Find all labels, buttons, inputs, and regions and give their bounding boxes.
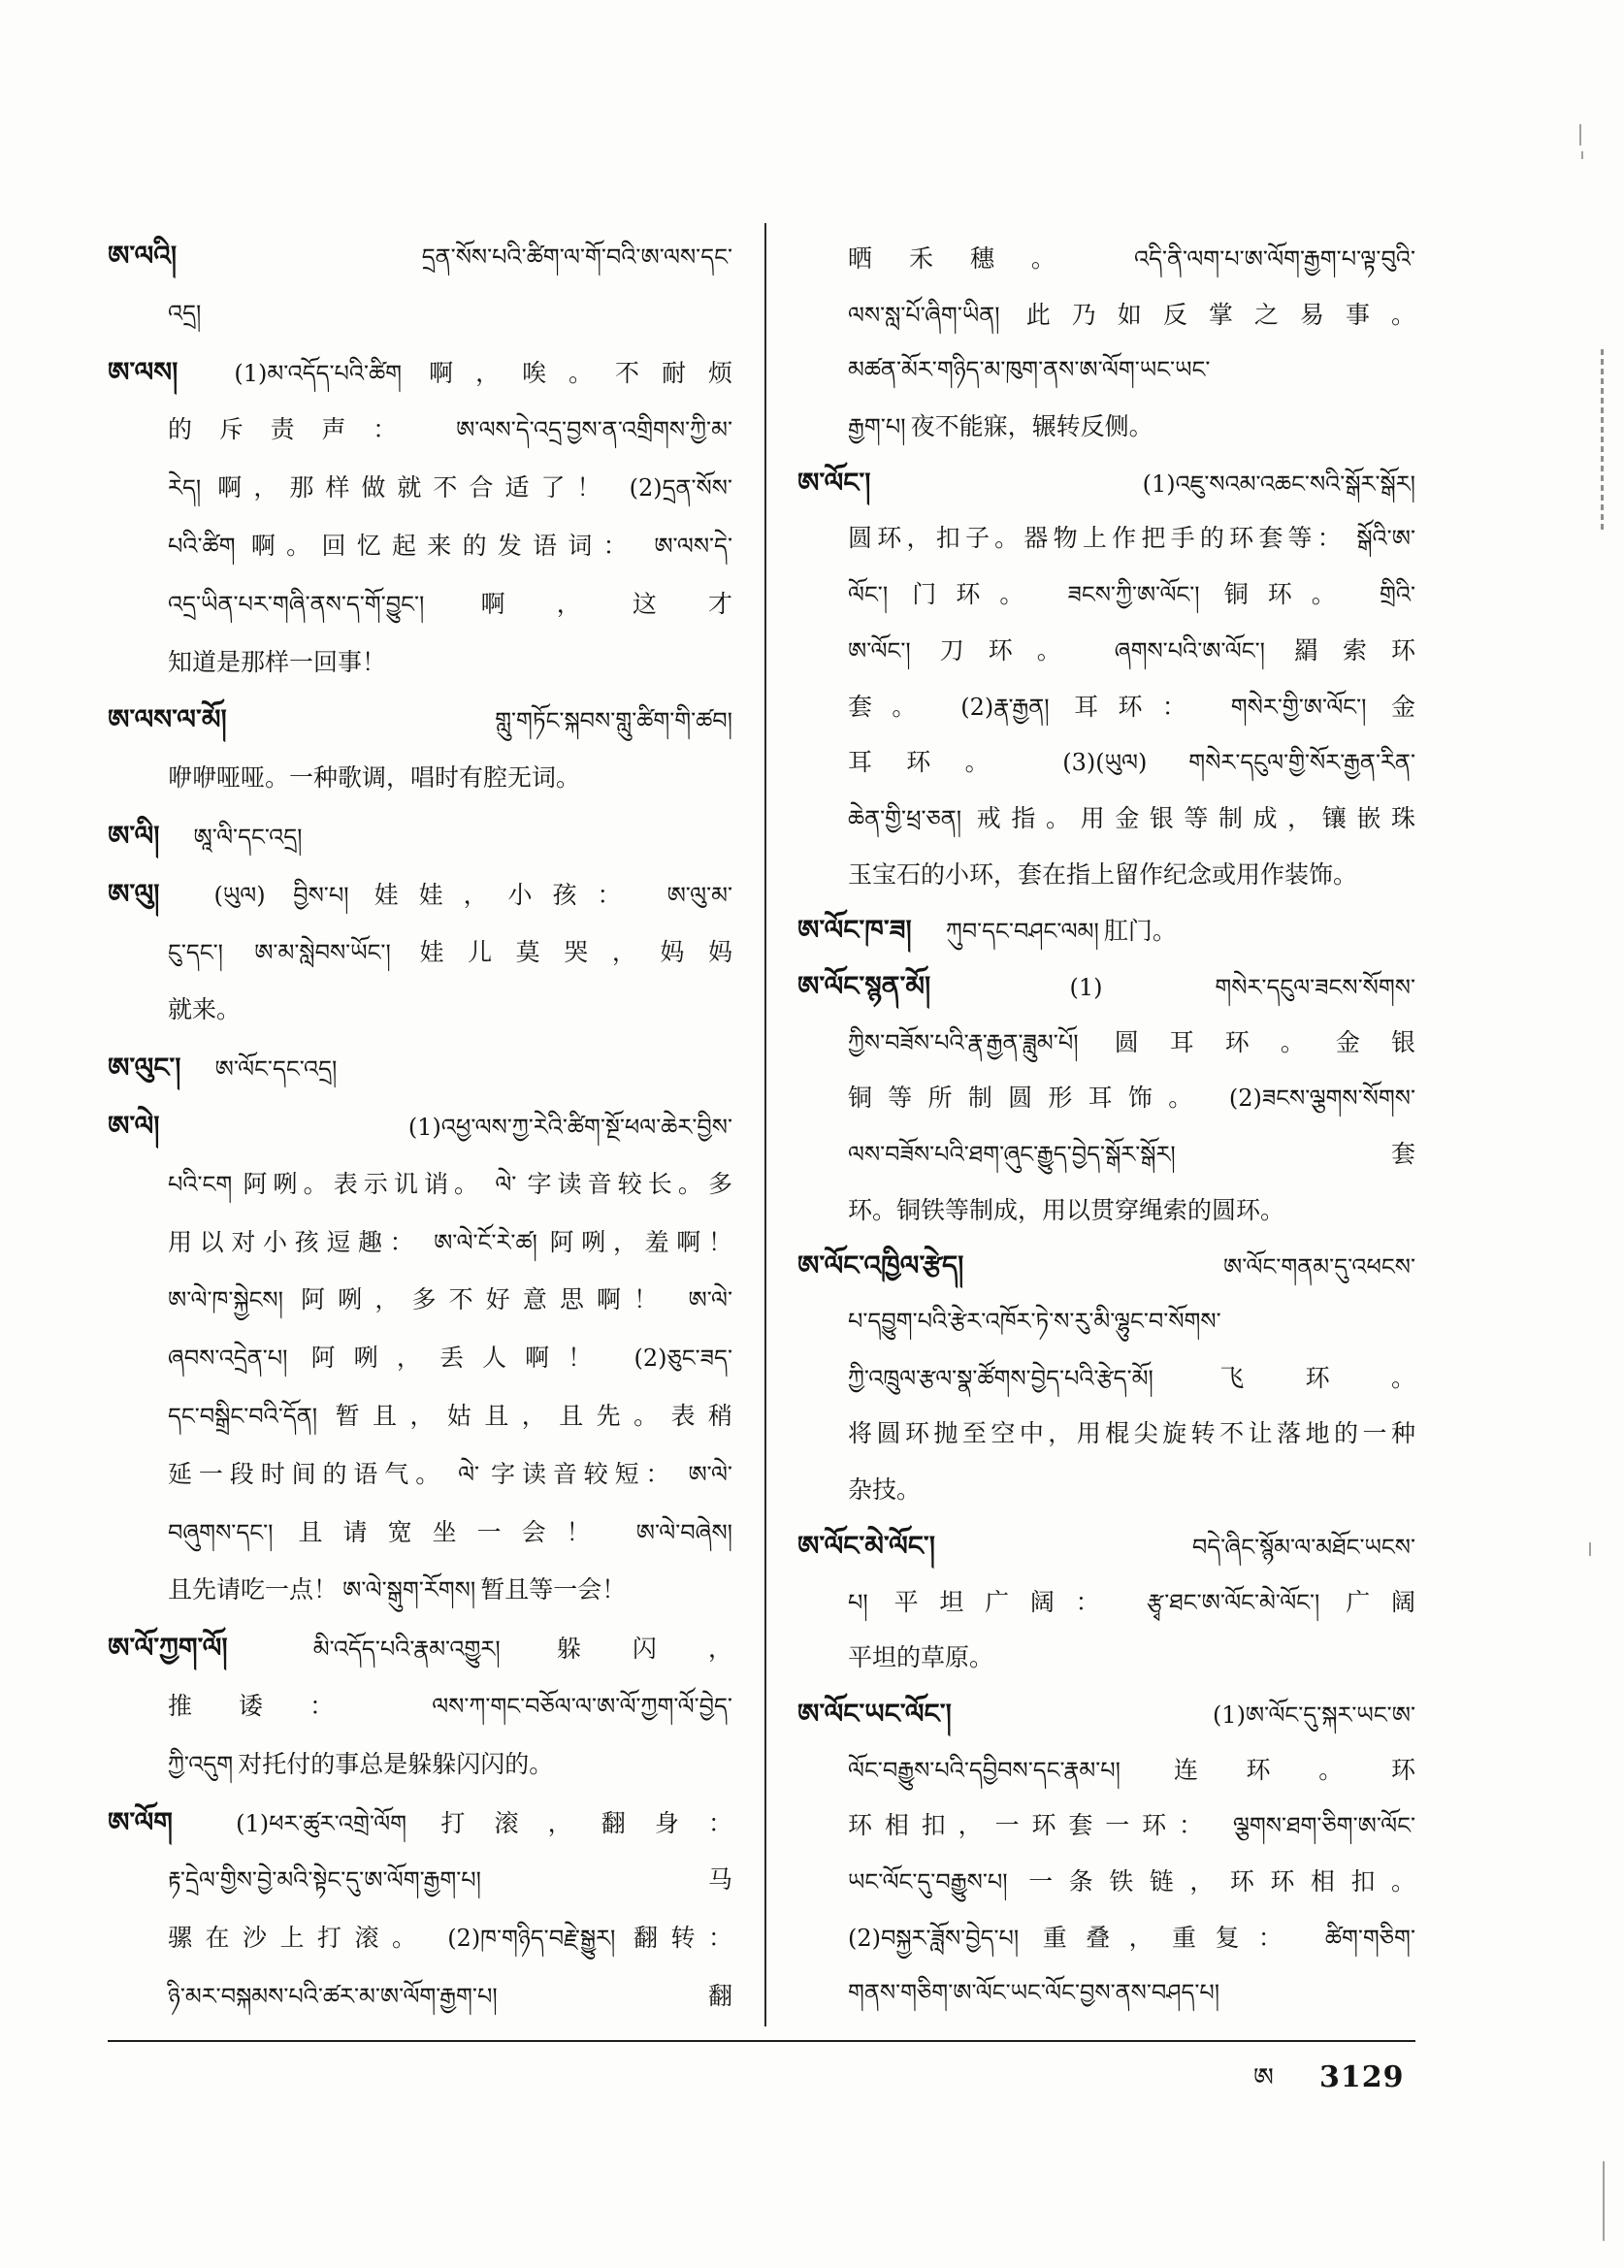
- text-line: [797, 231, 1415, 287]
- chinese-text: 推诿：: [168, 1691, 381, 1720]
- chinese-text: 知道是那样一回事！: [168, 647, 387, 676]
- text-line: [797, 342, 1415, 399]
- text-line: [108, 1214, 732, 1272]
- tibetan-text: ཨ་ལེ་ཁ་སྐྱེངས།: [168, 1286, 283, 1314]
- text-line: [797, 1742, 1415, 1798]
- text-line: [797, 1574, 1415, 1631]
- column-divider: [764, 223, 766, 2026]
- tibetan-text: ཨ་ལུ་མ་: [666, 881, 732, 909]
- tibetan-text: ཨ་ལས་དེ་: [654, 532, 732, 560]
- text-line: [797, 567, 1415, 623]
- chinese-text: 字读音较长。多: [527, 1169, 732, 1198]
- tibetan-text: ཞབས་འདྲེན་པ།: [168, 1345, 288, 1373]
- text-line: [797, 1518, 1415, 1574]
- text-line: [797, 1686, 1415, 1742]
- tibetan-text: སྒོའི་ཨ་: [1356, 525, 1415, 553]
- tibetan-text: དང་བསྒྲིང་བའི་དོན།: [168, 1402, 318, 1430]
- text-line: [108, 633, 732, 692]
- scan-artifact-mark: [1589, 1542, 1591, 1556]
- tibetan-text: འདྲ།: [168, 299, 202, 327]
- text-line: [108, 1271, 732, 1329]
- chinese-text: 戒指。用金银等制成，镶嵌珠: [976, 803, 1415, 832]
- tibetan-text: ཀྱི་འདུག: [168, 1750, 234, 1778]
- text-line: [108, 749, 732, 807]
- chinese-text: 躲闪，: [556, 1635, 732, 1664]
- chinese-text: 阿咧，羞啊！: [549, 1227, 732, 1256]
- text-line: [797, 1406, 1415, 1462]
- text-line: [108, 517, 732, 575]
- tibetan-text: (2)ཅུང་ཟད་: [633, 1345, 732, 1373]
- chinese-text: 玉宝石的小环，套在指上留作纪念或用作装饰。: [848, 859, 1358, 889]
- text-line: [797, 902, 1415, 958]
- chinese-text: 耳环：: [1074, 692, 1207, 721]
- chinese-text: 铜环。: [1223, 580, 1355, 609]
- chinese-text: 啊，唉。不耐烦: [429, 358, 732, 387]
- tibetan-text: ཨ་ལེ་: [688, 1460, 732, 1488]
- tibetan-text: ཡང་ལོང་དུ་བརྒྱུས་པ།: [848, 1867, 1008, 1895]
- text-line: [108, 227, 732, 285]
- tibetan-text: ཨ་ལེ་: [688, 1286, 732, 1314]
- text-line: [108, 807, 732, 865]
- chinese-text: 咿咿哑哑。一种歌调，唱时有腔无词。: [168, 763, 581, 793]
- chinese-text: 对托付的事总是躲躲闪闪的。: [238, 1749, 554, 1778]
- headword: ཨ་ལའི།: [108, 240, 178, 272]
- chinese-text: 圆耳环。金银: [1114, 1027, 1415, 1056]
- text-line: [108, 1677, 732, 1735]
- chinese-text: 平坦广阔：: [893, 1587, 1121, 1616]
- tibetan-text: ཨ་ལོང་།: [848, 636, 911, 664]
- tibetan-text: རྒྱག་པ།: [848, 413, 906, 441]
- tibetan-text: ཨ་ལོང་དང་འདྲ།: [214, 1055, 338, 1084]
- tibetan-text: པ་དབྱུག་པའི་རྩེར་འཁོར་ཏེ་ས་རུ་མི་ལྷུང་བ་སོགས་: [848, 1308, 1221, 1336]
- tibetan-text: པའི་ངག: [168, 1170, 233, 1198]
- right-column: [797, 231, 1415, 2022]
- tibetan-text: ལས་ཀ་གང་བཅོལ་ལ་ཨ་ལོ་ཀྱག་ལོ་བྱེད་: [432, 1692, 732, 1720]
- text-line: [108, 1329, 732, 1387]
- tibetan-text: རྩྭ་ཐང་ཨ་ལོང་མེ་ལོང་།: [1147, 1588, 1320, 1616]
- text-line: [797, 1294, 1415, 1350]
- chinese-text: 铜等所制圆形耳饰。: [848, 1084, 1209, 1113]
- text-line: [797, 1462, 1415, 1518]
- headword: ཨ་ལུང་།: [108, 1052, 181, 1085]
- text-line: [797, 1015, 1415, 1071]
- chinese-text: 翻转：: [633, 1924, 732, 1953]
- headword: ཨ་ལོང་འཁྱིལ་རྩེད།: [797, 1249, 964, 1282]
- text-line: [108, 1851, 732, 1909]
- chinese-text: 羂索环: [1294, 635, 1415, 664]
- headword: ཨ་ལེ།: [108, 1109, 160, 1142]
- chinese-text: 马: [707, 1865, 732, 1895]
- tibetan-text: ཆེན་གྱི་ཕྲ་ཅན།: [848, 804, 962, 832]
- chinese-text: 暂且等一会！: [480, 1575, 627, 1604]
- tibetan-text: གནས་གཅིག་ཨ་ལོང་ཡང་ལོང་བྱས་ནས་བཤད་པ།: [848, 1979, 1220, 2007]
- tibetan-text: ལས་བཟོས་པའི་ཐག་ཞུང་རྒྱུད་བྱེད་སྒོར་སྒོར།: [848, 1141, 1176, 1168]
- chinese-text: 金: [1390, 692, 1415, 721]
- text-line: [797, 847, 1415, 903]
- text-line: [797, 1238, 1415, 1294]
- text-line: [108, 343, 732, 402]
- scan-artifact-mark: [1603, 2161, 1605, 2241]
- tibetan-text: ལོང་བརྒྱུས་པའི་དབྱིབས་དང་རྣམ་པ།: [848, 1756, 1121, 1784]
- text-line: [108, 459, 732, 517]
- tibetan-text: (2)དྲན་སོས་: [629, 474, 732, 502]
- tibetan-text: གསེར་གྱི་ཨ་ལོང་།: [1230, 693, 1367, 721]
- tibetan-text: ཚིག་གཅིག་: [1324, 1924, 1415, 1952]
- headword: ཨ་ལུ།: [108, 877, 160, 910]
- text-line: [108, 1039, 732, 1097]
- tibetan-text: ཀྱིས་བཟོས་པའི་རྣ་རྒྱན་ཟླུམ་པོ།: [848, 1028, 1079, 1056]
- chinese-text: 啊，那样做就不合适了！: [217, 473, 613, 502]
- tibetan-text: མཚན་མོར་གཉིད་མ་ཁུག་ནས་ཨ་ལོག་ཡང་ཡང་: [848, 356, 1211, 384]
- text-line: [108, 1735, 732, 1794]
- chinese-text: 骡在沙上打滚。: [168, 1924, 430, 1953]
- footer-rule: [108, 2040, 1415, 2042]
- tibetan-text: ཀྱི་འཁྲུལ་རྩལ་སྣ་ཚོགས་བྱེད་པའི་རྩེད་མོ།: [848, 1364, 1153, 1392]
- chinese-text: 将圆环抛至空中，用棍尖旋转不让落地的一种: [848, 1419, 1415, 1448]
- tibetan-text: (ཡུལ) བྱིས་པ།: [213, 881, 349, 909]
- headword: ཨ་ལོང་ཡང་ལོང་།: [797, 1697, 952, 1730]
- chinese-text: 套。: [848, 692, 936, 721]
- text-line: [108, 1097, 732, 1155]
- headword: ཨ་ལོང་མེ་ལོང་།: [797, 1529, 935, 1562]
- tibetan-text: གླུ་གཏོང་སྐབས་གླུ་ཚིག་གི་ཚབ།: [495, 707, 732, 735]
- chinese-text: 娃儿莫哭，妈妈: [419, 937, 732, 966]
- chinese-text: 阿咧，多不好意思啊！: [301, 1285, 671, 1314]
- text-line: [797, 1630, 1415, 1686]
- chinese-text: 此乃如反掌之易事。: [1025, 300, 1415, 329]
- tibetan-text: ཨ་ལེ་བཞེས།: [635, 1518, 732, 1546]
- tibetan-text: (2)བསྐྱར་ཟློས་བྱེད་པ།: [848, 1924, 1020, 1952]
- tibetan-text: ཟངས་ཀྱི་ཨ་ལོང་།: [1067, 581, 1200, 609]
- chinese-text: 且先请吃一点！: [168, 1575, 339, 1604]
- text-line: [108, 1387, 732, 1445]
- chinese-text: 晒禾穗。: [848, 244, 1092, 273]
- text-line: [797, 1798, 1415, 1854]
- chinese-text: 环。铜铁等制成，用以贯穿绳索的圆环。: [848, 1195, 1285, 1224]
- text-line: [108, 1504, 732, 1562]
- tibetan-text: ལྕགས་ཐག་ཅིག་ཨ་ལོང་: [1232, 1812, 1415, 1840]
- text-line: [108, 1619, 732, 1677]
- chinese-text: 暂且，姑且，且先。表稍: [335, 1401, 732, 1430]
- scan-artifact-mark: [1601, 349, 1604, 534]
- headword: ཨ་ལོང་ཁ་ཟ།: [797, 914, 912, 947]
- text-line: [108, 981, 732, 1039]
- text-line: [108, 1909, 732, 1967]
- tibetan-text: འདྲ་ཡིན་པར་གཞི་ནས་ད་གོ་བྱུང་།: [168, 590, 425, 618]
- headword: ཨ་ལོག: [108, 1805, 173, 1838]
- text-line: [108, 691, 732, 749]
- text-line: [108, 285, 732, 343]
- chinese-text: 用以对小孩逗趣：: [168, 1227, 422, 1256]
- chinese-text: 广阔: [1346, 1587, 1415, 1616]
- text-line: [108, 1967, 732, 2025]
- tibetan-text: པའི་ཚིག: [168, 532, 236, 560]
- tibetan-text: གྲིའི་: [1379, 581, 1415, 609]
- chinese-text: 圆环，扣子。器物上作把手的环套等：: [848, 524, 1348, 553]
- chinese-text: 打滚，翻身：: [440, 1808, 732, 1837]
- chinese-text: 一条铁链，环环相扣。: [1028, 1866, 1415, 1895]
- chinese-text: 啊，这才: [480, 589, 732, 618]
- left-column: [108, 227, 732, 2025]
- tibetan-text: ལེ་: [495, 1170, 517, 1198]
- text-line: [797, 1070, 1415, 1126]
- page-number: 3129: [1319, 2060, 1405, 2094]
- tibetan-text: ལས་སླ་པོ་ཞིག་ཡིན།: [848, 301, 1000, 329]
- headword: ཨ་ལོང་སྙན་མོ།: [797, 969, 931, 1002]
- text-line: [108, 1561, 732, 1619]
- tibetan-text: ཨཱ་ལི་དང་འདྲ།: [193, 823, 303, 851]
- text-line: [797, 455, 1415, 511]
- chinese-text: 门环。: [912, 580, 1044, 609]
- tibetan-text: (1)མ་འདོད་པའི་ཚིག: [234, 359, 403, 387]
- section-letter: ཨ: [1253, 2063, 1274, 2092]
- text-line: [108, 865, 732, 923]
- tibetan-text: ཨ་ལེ་སྒུག་རོགས།: [342, 1576, 476, 1604]
- text-line: [797, 1350, 1415, 1407]
- tibetan-text: (2)རྣ་རྒྱན།: [960, 693, 1050, 721]
- chinese-text: 的斥责声：: [168, 415, 425, 444]
- scan-artifact-mark: [1581, 151, 1583, 159]
- tibetan-text: (2)ཟངས་ལྕགས་སོགས་: [1228, 1085, 1415, 1113]
- text-line: [108, 1155, 732, 1214]
- tibetan-text: (1) གསེར་དངུལ་ཟངས་སོགས་: [1069, 973, 1415, 1001]
- tibetan-text: (1)ཕར་ཚུར་འགྲེ་ལོག: [236, 1809, 407, 1837]
- text-line: [797, 1183, 1415, 1239]
- tibetan-text: ཨ་ལེ་ངོ་རེ་ཚ།: [434, 1228, 537, 1256]
- tibetan-text: མི་འདོད་པའི་རྣམ་འགྱུར།: [312, 1636, 501, 1664]
- chinese-text: 啊。回忆起来的发语词：: [250, 531, 638, 560]
- text-line: [797, 679, 1415, 735]
- chinese-text: 环相扣，一环套一环：: [848, 1811, 1216, 1840]
- chinese-text: 飞环。: [1219, 1363, 1415, 1392]
- tibetan-text: (1)ཨ་ལོང་དུ་སྐར་ཡང་ཨ་: [1212, 1701, 1415, 1729]
- chinese-text: 就来。: [168, 995, 242, 1024]
- text-line: [797, 510, 1415, 567]
- tibetan-text: (1)འཕྱ་ལས་ཀྱ་རེའི་ཚིག་སྔོ་ཕལ་ཆེར་བྱིས་: [407, 1113, 732, 1141]
- text-line: [797, 1965, 1415, 2022]
- tibetan-text: (1)འཇུ་སའམ་འཆང་སའི་སྒོར་སྒོར།: [1142, 470, 1415, 498]
- chinese-text: 套: [1390, 1140, 1415, 1168]
- chinese-text: 耳环。: [848, 748, 1023, 777]
- text-line: [108, 575, 732, 633]
- tibetan-text: ཀུབ་དང་བཤང་ལམ།: [945, 918, 1099, 946]
- chinese-text: 阿咧。表示讥诮。: [243, 1169, 485, 1198]
- headword: ཨ་ལས།: [108, 355, 179, 388]
- chinese-text: 且请宽坐一会！: [298, 1517, 611, 1546]
- tibetan-text: བདེ་ཞིང་སྙོམ་ལ་མཐོང་ཡངས་: [1191, 1533, 1415, 1561]
- text-line: [108, 923, 732, 982]
- tibetan-text: དྲན་སོས་པའི་ཚིག་ལ་གོ་བའི་ཨ་ལས་དང་: [421, 243, 732, 271]
- tibetan-text: ཉི་མར་བསྐམས་པའི་ཚར་མ་ཨ་ལོག་རྒྱག་པ།: [168, 1982, 498, 2010]
- chinese-text: 延一段时间的语气。: [168, 1459, 447, 1488]
- chinese-text: 字读音较短：: [491, 1459, 677, 1488]
- text-line: [797, 1854, 1415, 1910]
- chinese-text: 翻: [707, 1981, 732, 2010]
- tibetan-text: འདི་ནི་ལག་པ་ཨ་ལོག་རྒྱག་པ་ལྟ་བུའི་: [1133, 245, 1415, 273]
- headword: ཨ་ལི།: [108, 819, 160, 852]
- tibetan-text: ཨ་ལོང་གནམ་དུ་འཕངས་: [1223, 1253, 1415, 1281]
- chinese-text: 娃娃，小孩：: [374, 880, 642, 909]
- tibetan-text: ལེ་: [458, 1460, 480, 1488]
- scan-artifact-mark: [1579, 124, 1581, 146]
- tibetan-text: ཞགས་པའི་ཨ་ལོང་།: [1114, 636, 1265, 664]
- text-line: [797, 791, 1415, 847]
- text-line: [108, 1445, 732, 1504]
- chinese-text: 阿咧，丢人啊！: [310, 1344, 611, 1373]
- tibetan-text: པ།: [848, 1588, 868, 1616]
- text-line: [108, 1794, 732, 1852]
- tibetan-text: རེད།: [168, 474, 202, 502]
- text-line: [797, 1126, 1415, 1183]
- chinese-text: 夜不能寐，辗转反侧。: [910, 412, 1153, 441]
- text-line: [797, 399, 1415, 455]
- text-line: [797, 734, 1415, 791]
- tibetan-text: ངུ་དང་། ཨ་མ་སླེབས་ཡོང་།: [168, 938, 391, 966]
- tibetan-text: བཞུགས་དང་།: [168, 1518, 274, 1546]
- text-line: [797, 958, 1415, 1015]
- text-line: [797, 623, 1415, 679]
- chinese-text: 重叠，重复：: [1042, 1923, 1302, 1952]
- chinese-text: 刀环。: [939, 635, 1086, 664]
- tibetan-text: (3)(ཡུལ) གསེར་དངུལ་གྱི་སོར་རྒྱན་རིན་: [1062, 749, 1415, 777]
- headword: ཨ་ལས་ལ་མོ།: [108, 703, 227, 736]
- text-line: [108, 401, 732, 459]
- tibetan-text: (2)ཁ་གཉིད་བརྗེ་སྒྱུར།: [447, 1925, 616, 1953]
- text-line: [797, 287, 1415, 343]
- chinese-text: 连环。环: [1173, 1755, 1415, 1784]
- chinese-text: 杂技。: [848, 1475, 922, 1505]
- chinese-text: 平坦的草原。: [848, 1643, 994, 1672]
- headword: ཨ་ལོ་ཀྱག་ལོ།: [108, 1632, 228, 1665]
- chinese-text: 肛门。: [1103, 917, 1177, 946]
- tibetan-text: ལོང་།: [848, 581, 889, 609]
- tibetan-text: ཨ་ལས་དེ་འདྲ་བྱས་ན་འགྲིགས་ཀྱི་མ་: [456, 416, 732, 444]
- tibetan-text: རྟ་དྲེལ་གྱིས་བྱེ་མའི་སྟེང་དུ་ཨ་ལོག་རྒྱག་པ།: [168, 1866, 481, 1895]
- text-line: [797, 1910, 1415, 1966]
- headword: ཨ་ལོང་།: [797, 466, 871, 499]
